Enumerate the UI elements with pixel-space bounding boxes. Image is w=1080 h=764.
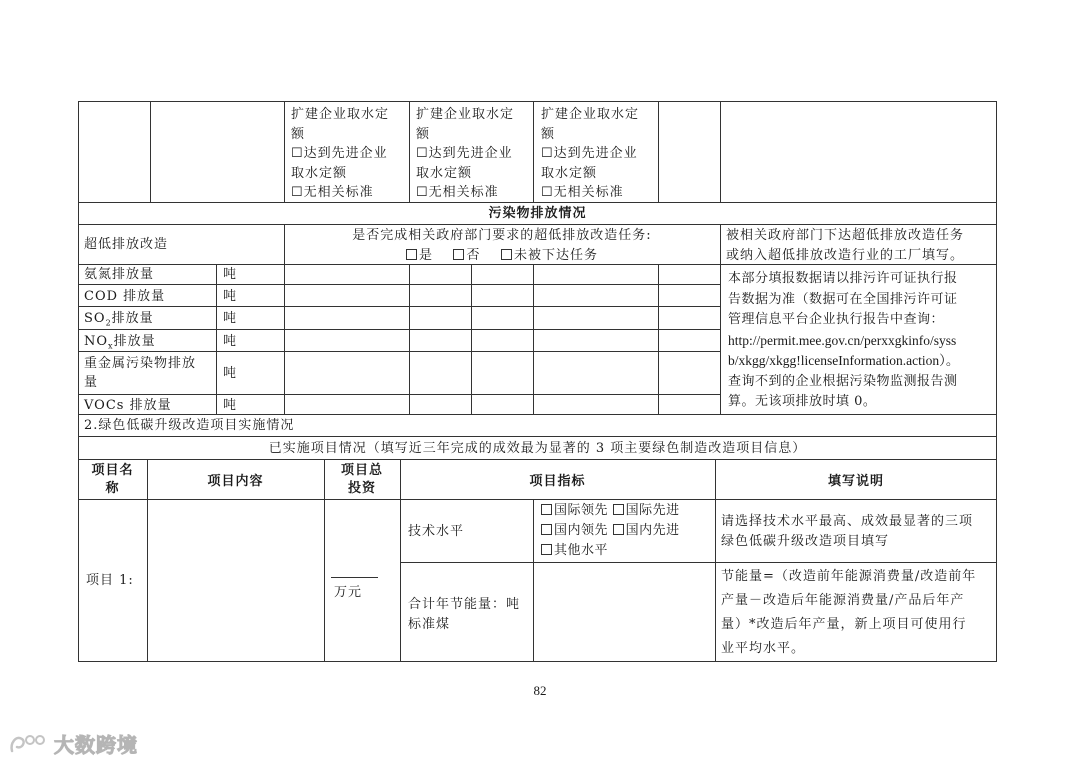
note-line: 绿色低碳升级改造项目填写 bbox=[721, 534, 890, 549]
label-part: 排放量 bbox=[113, 334, 156, 349]
option-yes[interactable] bbox=[406, 248, 433, 263]
investment-input-line[interactable] bbox=[331, 577, 378, 578]
option-other-level[interactable] bbox=[541, 543, 608, 558]
option-label: 国际领先 bbox=[554, 503, 609, 518]
label-part: 排放量 bbox=[111, 311, 154, 326]
cell-line[interactable]: ☐无相关标准 bbox=[291, 185, 374, 200]
watermark-logo-icon bbox=[8, 731, 50, 755]
label-line: 量 bbox=[84, 375, 99, 390]
cell-line[interactable]: ☐达到先进企业 bbox=[416, 146, 513, 161]
note-url-line: http://permit.mee.gov.cn/perxxgkinfo/syss bbox=[728, 332, 957, 348]
row-so2-label bbox=[80, 307, 216, 331]
cell-line[interactable]: ☐达到先进企业 bbox=[291, 146, 388, 161]
energy-saving-label bbox=[404, 593, 534, 637]
header-project-investment bbox=[324, 460, 400, 500]
header-line: 项目总 bbox=[340, 463, 383, 478]
row-heavy-metal-unit: 吨 bbox=[223, 366, 238, 381]
checkbox-icon[interactable] bbox=[613, 524, 624, 535]
label-part: SO bbox=[84, 311, 106, 326]
ultra-low-question bbox=[284, 224, 720, 267]
option-label: 其他水平 bbox=[554, 543, 609, 558]
green-section-subtitle: 已实施项目情况（填写近三年完成的成效最为显著的 3 项主要绿色制造改造项目信息） bbox=[268, 441, 807, 456]
checkbox-icon[interactable] bbox=[453, 249, 464, 260]
note-line: 本部分填报数据请以排污许可证执行报 bbox=[728, 271, 958, 286]
header-project-content: 项目内容 bbox=[207, 474, 264, 489]
tech-level-note bbox=[717, 510, 997, 554]
tech-options-row bbox=[541, 501, 711, 521]
water-quota-cell-1 bbox=[287, 103, 411, 205]
cell-line: 取水定额 bbox=[291, 165, 348, 181]
note-line: 查询不到的企业根据污染物监测报告测 bbox=[728, 373, 958, 389]
ultra-low-note bbox=[722, 224, 997, 267]
header-instruction: 填写说明 bbox=[827, 474, 884, 489]
option-label: 未被下达任务 bbox=[514, 247, 599, 263]
note-line: 被相关政府部门下达超低排放改造任务 bbox=[726, 228, 965, 243]
note-line: 业平均水平。 bbox=[721, 641, 806, 656]
cell-line: 额 bbox=[416, 126, 431, 142]
row-heavy-metal-label bbox=[80, 352, 216, 394]
cell-line[interactable]: ☐无相关标准 bbox=[416, 185, 499, 200]
cell-line[interactable]: ☐达到先进企业 bbox=[541, 146, 638, 161]
cell-line: 扩建企业取水定 bbox=[541, 107, 640, 122]
watermark bbox=[8, 728, 138, 758]
tech-options-row bbox=[541, 541, 711, 561]
option-label: 否 bbox=[466, 247, 481, 263]
cell-line: 额 bbox=[541, 126, 556, 142]
row-cod-label: COD 排放量 bbox=[84, 289, 166, 304]
checkbox-icon[interactable] bbox=[541, 504, 552, 515]
row-so2-unit: 吨 bbox=[223, 311, 238, 326]
option-not-assigned[interactable] bbox=[501, 248, 598, 263]
checkbox-icon[interactable] bbox=[613, 504, 624, 515]
row-vocs-label: VOCs 排放量 bbox=[84, 398, 172, 413]
header-project-name bbox=[78, 460, 147, 500]
row-nox-label bbox=[80, 330, 216, 353]
watermark-text: 大数跨境 bbox=[54, 732, 138, 757]
cell-line: 额 bbox=[291, 126, 306, 142]
note-line: 量）*改造后年产量，新上项目可使用行 bbox=[721, 617, 967, 632]
row-ammonia-label: 氨氮排放量 bbox=[84, 267, 155, 282]
tech-level-options bbox=[537, 499, 715, 563]
ultra-low-label: 超低排放改造 bbox=[84, 237, 169, 252]
cell-line: 取水定额 bbox=[416, 165, 473, 181]
option-label: 国际先进 bbox=[625, 503, 680, 518]
option-domestic-advanced[interactable] bbox=[613, 523, 680, 538]
option-intl-leading[interactable] bbox=[541, 503, 608, 518]
option-label: 国内先进 bbox=[625, 523, 680, 538]
cell-line: 扩建企业取水定 bbox=[416, 107, 515, 122]
ultra-low-options bbox=[288, 246, 716, 266]
note-line: 请选择技术水平最高、成效最显著的三项 bbox=[721, 514, 974, 529]
tech-options-row bbox=[541, 521, 711, 541]
label-subscript: 2 bbox=[105, 318, 112, 328]
cell-line: 扩建企业取水定 bbox=[291, 107, 390, 122]
cell-line: 取水定额 bbox=[541, 165, 598, 181]
investment-unit: 万元 bbox=[334, 585, 363, 600]
row-nox-unit: 吨 bbox=[223, 334, 238, 349]
label-line: 重金属污染物排放 bbox=[84, 356, 197, 371]
note-line: 或纳入超低排放改造行业的工厂填写。 bbox=[726, 247, 965, 263]
checkbox-icon[interactable] bbox=[541, 524, 552, 535]
note-line: 算。无该项排放时填 0。 bbox=[728, 394, 877, 409]
pollutant-note bbox=[724, 267, 997, 415]
note-line: 告数据为准（数据可在全国排污许可证 bbox=[728, 291, 958, 307]
label-line: 合计年节能量：吨 bbox=[408, 597, 521, 612]
header-line: 称 bbox=[105, 481, 120, 496]
pollutant-section-title: 污染物排放情况 bbox=[488, 206, 587, 221]
energy-saving-note bbox=[717, 563, 997, 663]
header-line: 项目名 bbox=[91, 463, 134, 478]
option-domestic-leading[interactable] bbox=[541, 523, 608, 538]
label-part: NO bbox=[84, 334, 109, 349]
cell-line[interactable]: ☐无相关标准 bbox=[541, 185, 624, 200]
note-line: 产量－改造后年能源消费量/产品后年产 bbox=[721, 593, 965, 608]
green-section-title: 2.绿色低碳升级改造项目实施情况 bbox=[84, 418, 295, 433]
ultra-low-question-text: 是否完成相关政府部门要求的超低排放改造任务: bbox=[352, 228, 652, 243]
row-vocs-unit: 吨 bbox=[223, 398, 238, 413]
option-label: 国内领先 bbox=[554, 523, 609, 538]
water-quota-cell-3 bbox=[537, 103, 661, 205]
note-line: 节能量=（改造前年能源消费量/改造前年 bbox=[721, 569, 977, 584]
option-label: 是 bbox=[418, 247, 433, 263]
option-intl-advanced[interactable] bbox=[613, 503, 680, 518]
label-subscript: x bbox=[108, 341, 114, 351]
row-ammonia-unit: 吨 bbox=[223, 267, 238, 282]
checkbox-icon[interactable] bbox=[541, 544, 552, 555]
checkbox-icon[interactable] bbox=[406, 249, 417, 260]
row-cod-unit: 吨 bbox=[223, 289, 238, 304]
label-line: 标准煤 bbox=[408, 617, 451, 632]
note-line: 管理信息平台企业执行报告中查询： bbox=[728, 312, 945, 327]
project-1-label: 项目 1: bbox=[86, 573, 134, 588]
page-number: 82 bbox=[533, 683, 547, 698]
water-quota-cell-2 bbox=[412, 103, 536, 205]
tech-level-label: 技术水平 bbox=[408, 524, 465, 539]
note-url-line: b/xkgg/xkgg!licenseInformation.action）。 bbox=[728, 353, 960, 368]
option-no[interactable] bbox=[453, 248, 480, 263]
header-project-indicator: 项目指标 bbox=[529, 474, 586, 489]
header-line: 投资 bbox=[347, 481, 376, 496]
checkbox-icon[interactable] bbox=[501, 249, 512, 260]
